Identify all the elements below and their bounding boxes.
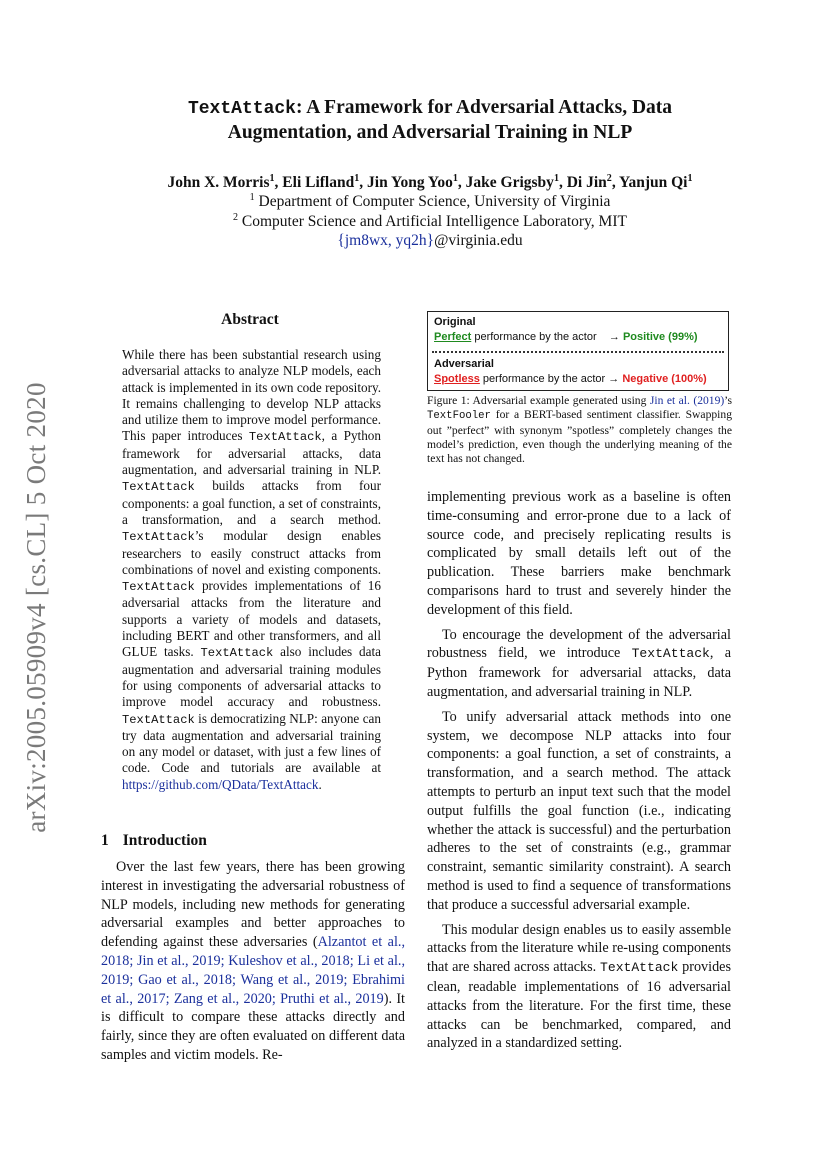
dotted-separator (432, 351, 724, 353)
email: {jm8wx, yq2h}@virginia.edu (337, 232, 523, 249)
arxiv-identifier: arXiv:2005.05909v4 [cs.CL] 5 Oct 2020 (20, 381, 51, 833)
intro-paragraph-2: To encourage the development of the adversarial robustness field, we introduce TextAttack, a Python framework for adversarial attacks, data augmentation, and adversarial training in NLP. (427, 626, 731, 700)
citation-list[interactable]: Alzantot et al., 2018; Jin et al., 2019; Kuleshov et al., 2018; Li et al., 2019; Gao et al., 2018; Wang et al., 2019; Ebrahimi et al., 2017; Zang et al., 2020; Pruthi et al., 2019 (101, 934, 405, 1007)
figure-1-example (427, 311, 729, 391)
author-list: John X. Morris$^1$, Eli Lifland$^1$, Jin Yong Yoo$^1$, Jake Grigsby$^1$, Di Jin$^2$, Yanjun Qi$^1$ (167, 173, 693, 192)
original-label: Original (434, 316, 476, 328)
email-users[interactable]: {jm8wx, yq2h} (337, 232, 435, 249)
section-heading-introduction: 1 Introduction (101, 832, 207, 849)
caption-citation[interactable]: Jin et al. (2019) (649, 394, 725, 407)
github-link[interactable]: https://github.com/QData/TextAttack (122, 776, 319, 792)
affiliation-1: $^1$ Department of Computer Science, University of Virginia (249, 192, 611, 211)
intro-paragraph-3: To unify adversarial attack methods into one system, we decompose NLP attacks into four components: a goal function, a set of constraints, a transformation, and a search method. The attack attempts to perturb an input text such that the model output fulfills the goal function (i.e., indicating whether the attack is successful) and the perturbation adheres to the set of constraints (e.g., grammar constraint, semantic similarity constraint). A search method is used to find a sequence of transformations that produce a successful adversarial example. (427, 708, 731, 913)
intro-paragraph-1-continued: implementing previous work as a baseline is often time-consuming and error-prone due to a lack of source code, and precisely replicating results is complicated by small details left out of the publication. These barriers make benchmark comparisons hard to trust and severely hinder the development of this field. To encourage the development of the adversarial robustness field, we introduce TextAttack, a Python framework for adversarial attacks, data augmentation, and adversarial training in NLP. To unify adversarial attack methods into one system, we decompose NLP attacks into four components: a goal function, a set of constraints, a transformation, and a search method. The attack attempts to perturb an input text such that the model output fulfills the goal function (i.e., indicating whether the attack is successful) and the perturbation adheres to the set of constraints (e.g., grammar constraint, semantic similarity constraint). A search method is used to find a sequence of transformations that produce a successful adversarial example. This modular design enables us to easily assemble attacks from the literature while re-using components that are shared across attacks. TextAttack provides clean, readable implementations of 16 adversarial attacks from the literature. For the first time, these attacks can be benchmarked, compared, and analyzed in a standardized setting. (427, 489, 731, 1052)
abstract-heading: Abstract (221, 311, 279, 328)
affiliation-2: $^2$ Computer Science and Artificial Intelligence Laboratory, MIT (233, 212, 627, 231)
adversarial-label: Adversarial (434, 358, 494, 370)
title-mono: TextAttack (187, 99, 296, 119)
abstract-body: While there has been substantial research using adversarial attacks to analyze NLP models, each attack is implemented in its own code repository. It remains challenging to develop NLP attacks and utilize them to improve model performance. This paper introduces TextAttack, a Python framework for adversarial attacks, data augmentation, and adversarial training in NLP. TextAttack builds attacks from four components: a goal function, a set of constraints, a transformation, and a search method. TextAttack’s modular design enables researchers to easily construct attacks from combinations of novel and existing components. TextAttack provides implementations of 16 adversarial attacks from the literature and supports a variety of models and datasets, including BERT and other transformers, and all GLUE tasks. TextAttack also includes data augmentation and adversarial training modules for using components of adversarial attacks to improve model accuracy and robustness. TextAttack is democratizing NLP: anyone can try data augmentation and adversarial training on any model or dataset, with just a few lines of code. Code and tutorials are available at https://github.com/QData/TextAttack. (122, 347, 381, 792)
intro-paragraph-4: This modular design enables us to easily assemble attacks from the literature while re-using components that are shared across attacks. TextAttack provides clean, readable implementations of 16 adversarial attacks from the literature. For the first time, these attacks can be benchmarked, compared, and analyzed in a standardized setting. (427, 921, 731, 1052)
original-example: Perfect performance by the actor → Positive (99%) (434, 331, 698, 343)
figure-1-caption: Figure 1: Adversarial example generated using Jin et al. (2019)’s TextFooler for a BERT-based sentiment classifier. Swapping out ”perfect” with synonym ”spotless” completely changes the model’s prediction, even though the underlying meaning of the text has not changed. (427, 394, 732, 466)
intro-paragraph-1: Over the last few years, there has been growing interest in investigating the adversarial robustness of NLP models, including new methods for generating adversarial examples and better approaches to defending against these adversaries (Alzantot et al., 2018; Jin et al., 2019; Kuleshov et al., 2018; Li et al., 2019; Gao et al., 2018; Wang et al., 2019; Ebrahimi et al., 2017; Zang et al., 2020; Pruthi et al., 2019). It is difficult to compare these attacks directly and fairly, since they are often evaluated on different data samples and victim models. Re- (101, 859, 405, 1063)
paper-title: TextAttack: A Framework for Adversarial Attacks, Data Augmentation, and Adversarial Training in NLP (187, 97, 673, 143)
adversarial-example: Spotless performance by the actor → Negative (100%) (434, 373, 707, 385)
